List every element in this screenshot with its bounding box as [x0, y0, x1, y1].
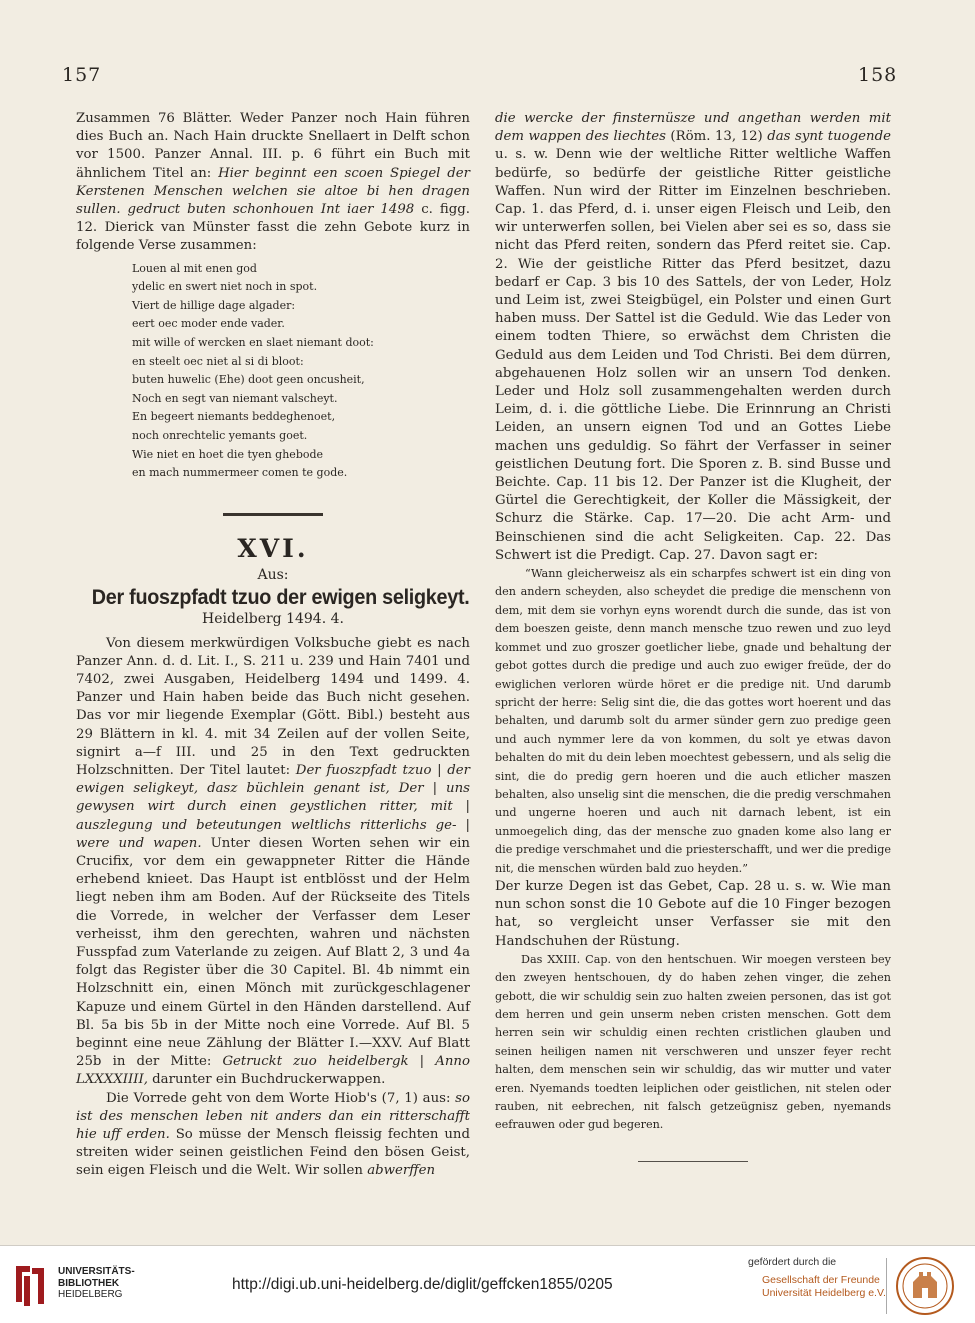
- right-paragraph-1: die wercke der finsternüsze und angethan werden mit dem wappen des liechtes (Röm. 13, 12) das synt tuogende u. s. w. Denn wie der weltliche Ritter weltliche Waffen bedürfe, so bedürfe der geistliche Ritter geistliche Waffen. Nun wird der Ritter im Einzelnen beschrieben. Cap. 1. das Pferd, d. i. unser eigen Fleisch und Leib, den wir unterwerfen sollen, bei Vielen aber sei es so, dass sie nicht das Pferd reiten, sondern das Pferd reitet sie. Cap. 2. Wie der geistliche Ritter das Pferd besitzet, dazu bedarf er Cap. 3 bis 10 des Sattels, der von Leder, Holz und Leim ist, zwei Steigbügel, ein Polster und einen Gurt haben muss. Der Sattel ist die Geduld. Wie das Leder von einem todten Thiere, so erwächst dem Christen die Geduld aus dem Leiden und Tod Christi. Bei dem dürren, abgehauenen Holz sollen wir an unsern Tod denken. Leder und Holz soll zusammengehalten werden durch Leim, d. i. die göttliche Liebe. Die Erinnrung an Christi Leiden, an unsern eignen Tod und an Gottes Liebe machen uns geduldig. So fährt der Verfasser in seiner geistlichen Deutung fort. Die Sporen z. B. sind Busse und Beichte. Cap. 11 bis 12. Der Panzer ist die Klugheit, der Gürtel die Gerechtigkeit, der Koller die Mässigkeit, der Schurz die Stärke. Cap. 17—20. Die acht Arm- und Beinschienen sind die acht Seligkeiten. Cap. 22. Das Schwert ist die Predigt. Cap. 27. Davon sagt er:: [495, 111, 891, 563]
- verse-line: en mach nummermeer comen te gode.: [132, 466, 348, 480]
- work-title: Der fuoszpfadt tzuo der ewigen seligkeyt.: [91, 585, 470, 610]
- sponsor-label: gefördert durch die: [748, 1256, 837, 1268]
- aus-label: Aus:: [257, 566, 289, 583]
- page-number-right: 158: [858, 64, 898, 86]
- permalink-url[interactable]: http://digi.ub.uni-heidelberg.de/diglit/geffcken1855/0205: [232, 1276, 613, 1293]
- quote-gloves: Das XXIII. Cap. von den hentschuen. Wir moegen versteen bey den zweyen hentschouen, dy do haben zehen vinger, die zehen gebott, die wir schuldig sein zuo halten zweien personen, das ist got dem herren und gein unserm neben cristen menschen. Gott dem herren sein wir schuldig einen rechten cristlichen glauben und seinen heiligen namen nit verschweren und unszer feyer recht halten, dem menschen sein wir schuldig, das wir mutter und vater eren. Nyemands toedten leiplichen oder geistlichen, nit stelen oder rauben, nit eebrechen, nit falsch getzeügnisz geben, nyemands eefrauwen oder gud begeren.: [495, 952, 891, 1132]
- quote-sermon: “Wann gleicherweisz als ein scharpfes schwert ist ein ding von den andern scheyden, also scheydet die predige die menschenn von dem, mit dem sie vorhyn eyns worendt durch die sunde, das ist von dem boeszen geiste, denn manch mensche tzuo rewen und zuo leyd kommet und zuo groszer goetlicher liebe, gnade und behaltung der gebot gottes durch die predige und auch zuo ewiger freüde, der do ewiglichen verloren würde höret er die predige nit. Und darumb spricht der herre: Selig sint die, die das gottes wort hoerent und das behalten, und darumb solt du armer sünder gern zuo predige geen und auch nymmer lere da von kommen, du solt ye etwas davon behalten do mit du dein leben moechtest gebessern, und als selig die sint, die do predig gern hoeren und die auch etlicher maszen behalten, also unselig sint die menschen, die die predig verschmahen und ungerne hoeren und auch nit darnach lebent, ist ein unmoegelich ding, das der mensche zuo gnaden kome also lang er die predige verschmahet und die priesterschafft, und wer die predige nit, die menschen würden bald zuo heyden.”: [495, 567, 891, 875]
- university-seal-icon: [895, 1256, 955, 1316]
- verse-line: mit wille of wercken en slaet niemant doot:: [132, 336, 374, 349]
- left-paragraph-1: Zusammen 76 Blätter. Weder Panzer noch Hain führen dies Buch an. Nach Hain druckte Snellaert in Delft schon vor 1500. Panzer Annal. III. p. 6 führt ein Buch mit ähnlichem Titel an: Hier beginnt een scoen Spiegel der Kerstenen Menschen welchen sie altoe bi hen dragen sullen. gedruct buten schonhouen Int iaer 1498 c. figg. 12. Dierick van Münster fasst die zehn Gebote kurz in folgende Verse zusammen:: [76, 111, 470, 254]
- right-paragraph-2: Der kurze Degen ist das Gebet, Cap. 28 u. s. w. Wie man nun schon sonst die 10 Gebote auf die 10 Finger bezogen hat, so vergleicht unser Verfasser sie mit den Handschuhen der Rüstung.: [495, 878, 891, 949]
- right-column: [495, 110, 891, 1162]
- verse-line: noch onrechtelic yemants goet.: [132, 428, 308, 442]
- footer-divider: [886, 1258, 887, 1314]
- left-paragraph-3: Die Vorrede geht von dem Worte Hiob's (7, 1) aus: so ist des menschen leben nit anders dan ein ritterschafft hie uff erden. So müsse der Mensch fleissig fechten und streiten wider seinen geistlichen Feind den bösen Geist, sein eigen Fleisch und die Welt. Wir sollen abwerffen: [76, 1090, 470, 1179]
- library-name: UNIVERSITÄTS- BIBLIOTHEK HEIDELBERG: [58, 1266, 135, 1300]
- chapter-number: XVI.: [237, 533, 309, 563]
- end-divider: [638, 1161, 748, 1162]
- left-column: [76, 110, 470, 1181]
- verse-line: buten huwelic (Ehe) doot geen oncusheit,: [132, 373, 365, 387]
- left-paragraph-2: Von diesem merkwürdigen Volksbuche giebt es nach Panzer Ann. d. d. Lit. I., S. 211 u. 239 und Hain 7401 und 7402, zwei Ausgaben, Heidelberg 1494 und 1499. 4. Panzer und Hain haben beide das Buch nicht gesehen. Das vor mir liegende Exemplar (Gött. Bibl.) besteht aus 29 Blättern in kl. 4. mit 34 Zeilen auf der vollen Seite, signirt a—f III. und 25 in den Text gedruckten Holzschnitten. Der Titel lautet: Der fuoszpfadt tzuo | der ewigen seligkeyt, dasz büchlein genant ist, Der | uns gewysen wirt durch einen geystlichen ritter, mit | auszlegung und beteutungen weltlichs ritterlichs ge- | were und wapen. Unter diesen Worten sehen wir ein Crucifix, vor dem ein gewappneter Ritter die Hände erhebend knieet. Das Haupt ist entblösst und der Helm liegt neben ihm am Boden. Auf der Rückseite des Titels die Vorrede, in welcher der Verfasser dem Leser verheisst, ihm den gerechten, wahren und nächsten Fusspfad zum Vaterlande zu zeigen. Auf Blatt 2, 3 und 4a folgt das Register über die 30 Capitel. Bl. 4b nimmt ein Holzschnitt ein, einen Mönch mit zurückgeschlagener Kapuze und einem Gürtel in den Händen darstellend. Auf Bl. 5a bis 5b in der Mitte noch eine Vorrede. Auf Bl. 5 beginnt eine neue Zählung der Blätter I.—XXV. Auf Blatt 25b in der Mitte: Getruckt zuo heidelbergk | Anno LXXXXIIII, darunter ein Buchdruckerwappen.: [76, 635, 470, 1088]
- verse-line: en steelt oec niet al si di bloot:: [132, 354, 304, 368]
- verse-line: En begeert niemants beddeghenoet,: [132, 410, 336, 424]
- place-date: Heidelberg 1494. 4.: [202, 611, 344, 628]
- library-logo-icon: [10, 1262, 50, 1308]
- verse-line: Wie niet en hoet die tyen ghebode: [132, 447, 324, 461]
- verse-line: Viert de hillige dage algader:: [132, 298, 296, 312]
- footer-bar: [0, 1245, 975, 1323]
- section-divider: [223, 513, 323, 516]
- sponsor-name: Gesellschaft der Freunde Universität Heidelberg e.V.: [762, 1274, 886, 1299]
- verse-block: [132, 260, 470, 483]
- verse-line: ydelic en swert niet noch in spot.: [132, 280, 318, 294]
- verse-line: eert oec moder ende vader.: [132, 317, 285, 331]
- verse-line: Louen al mit enen god: [132, 261, 257, 275]
- verse-line: Noch en segt van niemant valscheyt.: [132, 391, 338, 405]
- page-number-left: 157: [62, 64, 102, 86]
